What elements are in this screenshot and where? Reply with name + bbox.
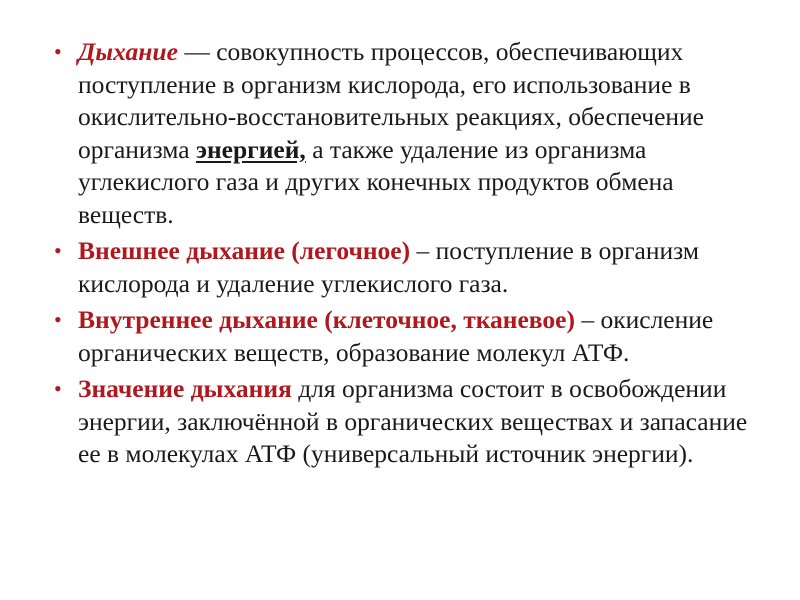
definition-text: – окисление органических веществ, образование молекул АТФ. (78, 305, 714, 367)
term-external-breathing: Внешнее дыхание (легочное) (78, 236, 411, 265)
definition-text: для организма состоит в освобождении энергии, заключённой в органических веществах и запасание ее в молекулах АТФ (универсальный источник энергии). (78, 374, 748, 468)
definition-text: – поступление в организм кислорода и удаление углекислого газа. (78, 236, 700, 298)
bullet-marker: • (54, 39, 62, 64)
bullet-marker: • (54, 238, 62, 263)
term-breathing-significance: Значение дыхания (78, 374, 292, 403)
definition-list (54, 36, 774, 471)
definition-external-breathing (54, 235, 774, 300)
emphasis-energy: энергией, (195, 134, 306, 164)
definition-text: — совокупность процессов, обеспечивающих поступление в организм кислорода, его использование в окислительно-восстановительных реакциях, обеспечение организма (78, 37, 704, 164)
definition-breathing (54, 36, 774, 231)
bullet-marker: • (54, 376, 62, 401)
definition-internal-breathing (54, 304, 774, 369)
definition-text-end: а также удаление из организма углекислого газа и других конечных продуктов обмена веществ. (78, 134, 674, 229)
term-internal-breathing: Внутреннее дыхание (клеточное, тканевое) (78, 305, 575, 334)
term-breathing: Дыхание (78, 37, 178, 66)
bullet-marker: • (54, 307, 62, 332)
definition-breathing-significance (54, 373, 774, 471)
